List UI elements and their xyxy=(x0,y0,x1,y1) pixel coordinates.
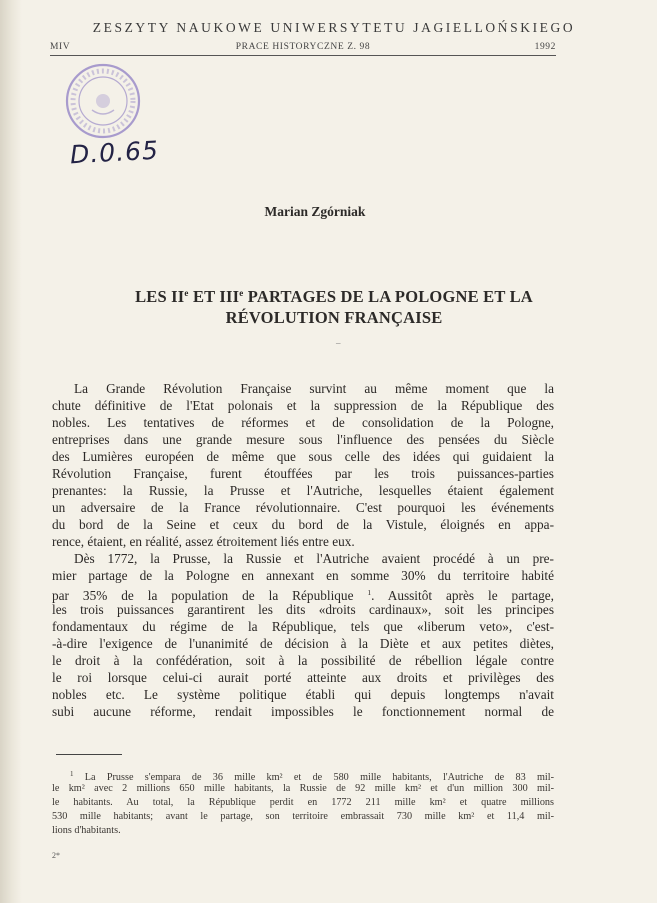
handwritten-shelf-mark: D.0.65 xyxy=(69,135,160,170)
body-line: chute définitive de l'Etat polonais et la suppression de la République des xyxy=(52,398,554,413)
footnote-line: 530 mille habitants; avant le partage, son territoire embrassait 730 mille km² et 11,4 mil- xyxy=(52,811,554,822)
footnote-reference[interactable]: 1 xyxy=(367,588,372,597)
body-line: nobles. Les tentatives de réformes et de consolidation de la Pologne, xyxy=(52,415,554,430)
footnote-marker: 1 xyxy=(70,770,74,778)
body-line: du bord de la Seine et ceux du bord de la Vistule, éloignés en appa- xyxy=(52,517,554,532)
volume-number: MIV xyxy=(50,42,71,52)
body-line: prenantes: la Russie, la Prusse et l'Autriche, lesquelles étaient également xyxy=(52,483,554,498)
body-line: Révolution Française, furent étouffées par les trois puissances-parties xyxy=(52,466,554,481)
body-line: entreprises dans une grande mesure sous l'influence des pensées du Siècle xyxy=(52,432,554,447)
title-line-2: RÉVOLUTION FRANÇAISE xyxy=(225,308,443,327)
author-name: Marian Zgórniak xyxy=(264,204,366,219)
body-line: mier partage de la Pologne en annexant en somme 30% du territoire habité xyxy=(52,568,554,583)
body-line: le droit à la confédération, soit à la possibilité de rébellion légale contre xyxy=(52,653,554,668)
page-edge-shadow xyxy=(0,0,22,903)
title-line-1: LES IIe ET IIIe PARTAGES DE LA POLOGNE ET LA xyxy=(135,287,533,306)
body-line: les trois puissances garantirent les dits «droits cardinaux», soit les principes xyxy=(52,602,554,617)
body-line: le roi lorsque celui-ci aurait porté atteinte aux droits et privilèges des xyxy=(52,670,554,685)
series-info: PRACE HISTORYCZNE Z. 98 xyxy=(235,42,371,52)
article-title xyxy=(40,283,628,328)
journal-series-title: ZESZYTY NAUKOWE UNIWERSYTETU JAGIELLOŃSKIEGO xyxy=(92,20,576,35)
body-line: des Lumières européen de même que sous celle des idées qui guidaient la xyxy=(52,449,554,464)
body-line: -à-dire l'exigence de l'unanimité de décision à la Diète et aux petites diètes, xyxy=(52,636,554,651)
body-line: La Grande Révolution Française survint au même moment que la xyxy=(74,381,554,396)
footnote-line: $^1$ La Prusse s'empara de 36 mille km² et de 580 mille habitants, l'Autriche de 83 mil- xyxy=(70,770,554,783)
footnote-line: le habitants. Au total, la République perdit en 1772 211 mille km² et quatre millions xyxy=(52,797,554,808)
footnote-line: lions d'habitants. xyxy=(52,825,121,836)
publication-year: 1992 xyxy=(534,42,556,52)
body-line: nobles etc. Le système politique établi qui depuis longtemps n'avait xyxy=(52,687,554,702)
body-line: un adversaire de la France révolutionnaire. C'est pourquoi les événements xyxy=(52,500,554,515)
library-stamp-icon xyxy=(64,62,142,140)
body-line: rence, étaient, en réalité, assez étroitement liés entre eux. xyxy=(52,534,355,549)
body-line: fondamentaux du régime de la République, tels que «liberum veto», c'est- xyxy=(52,619,554,634)
title-mark: – xyxy=(336,338,341,348)
footnote-line: le km² avec 2 millions 650 mille habitants, la Russie de 92 mille km² et d'un million 300 mil- xyxy=(52,783,554,794)
header-rule xyxy=(50,55,556,56)
body-line: par 35% de la population de la République $^1$. Aussitôt après le partage, xyxy=(52,588,554,603)
body-line: subi aucune réforme, rendait impossibles le fonctionnement normal de xyxy=(52,704,554,719)
body-line: Dès 1772, la Prusse, la Russie et l'Autriche avaient procédé à un pre- xyxy=(74,551,554,566)
printer-signature-mark: 2* xyxy=(52,851,60,860)
footnote-divider xyxy=(56,754,122,755)
